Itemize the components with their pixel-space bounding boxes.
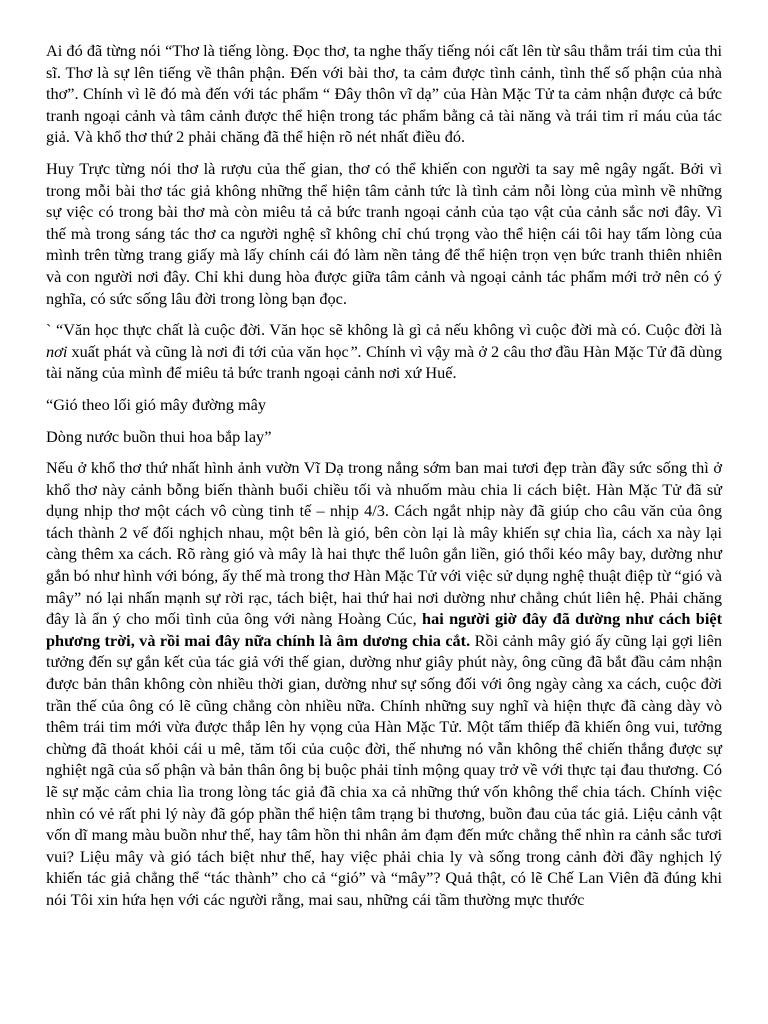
analysis-tail-text: Rồi cảnh mây gió ấy cũng lại gợi liên tưởng đến sự gắn kết của tác giả với thế gian, dường như giây phút này, ông cũng đã bắt đầu cảm nhận được bản thân không còn nhiều thời gian, dường như sự sống đối với ông ngày càng xa cách, cuộc đời trần thế của ông có lẽ cũng chẳng còn nhiều nữa. Chính những suy nghĩ và hiện thực đã càng dày vò thêm trái tim mới vừa được thắp lên hy vọng của Hàn Mặc Tử. Một tấm thiếp đã khiến ông vui, tưởng chừng đã thoát khỏi cái u mê, tăm tối của cuộc đời, thế nhưng nó vẫn không thể chiến thắng được sự nghiệt ngã của số phận và bản thân ông bị buộc phải tỉnh mộng quay trở về với thực tại đau thương. Có lẽ sự mặc cảm chia lìa trong lòng tác giả đã chia xa cả những thứ vốn không thể chia tách. Chính việc nhìn có vẻ rất phi lý này đã góp phần thể hiện tâm trạng bi thương, buồn đau của tác giả. Liệu cảnh vật vốn dĩ mang màu buồn như thế, hay tâm hồn thi nhân ảm đạm đến mức chẳng thể nhìn ra cảnh sắc tươi vui? Liệu mây và gió tách biệt như thế, hay việc phải chia ly và sống trong cảnh đời đầy nghịch lý khiến tác giả chẳng thể “tác thành” cho cả “gió” và “mây”? Quả thật, có lẽ Chế Lan Viên đã đúng khi nói Tôi xin hứa hẹn với các người rằng, mai sau, những cái tầm thường mực thước xyxy=(46,630,723,909)
bold-emphasis: hai người giờ đây đã dường như cách biệt phương trời, và rồi mai đây nữa chính là âm dương chia cắt. xyxy=(46,609,722,650)
paragraph-intro: Ai đó đã từng nói “Thơ là tiếng lòng. Đọc thơ, ta nghe thấy tiếng nói cất lên từ sâu thẳm trái tim của thi sĩ. Thơ là sự lên tiếng về thân phận. Đến với bài thơ, ta cảm được tình cảnh, tình thế số phận của nhà thơ”. Chính vì lẽ đó mà đến với tác phẩm “ Đây thôn vĩ dạ” của Hàn Mặc Tử ta cảm nhận được cả bức tranh ngoại cảnh và tâm cảnh được thể hiện trong tác phẩm bằng cả tài năng và trái tim rỉ máu của tác giả. Và khổ thơ thứ 2 phải chăng đã thể hiện rõ nét nhất điều đó. xyxy=(46,41,722,147)
paragraph-middle-text: xuất phát và cũng là nơi đi tới của văn học xyxy=(67,341,349,361)
paragraph-tail-text: Chính vì vậy mà ở 2 câu thơ đầu Hàn Mặc Tử đã dùng tài năng của mình để miêu tả bức tranh ngoại cảnh nơi xứ Huế. xyxy=(46,341,722,383)
analysis-lead-text: Nếu ở khổ thơ thứ nhất hình ảnh vườn Vĩ Dạ trong nắng sớm ban mai tươi đẹp tràn đầy sức sống thì ở khổ thơ này cảnh bỗng biến thành buổi chiều tối và nhuốm màu chia li cách biệt. Hàn Mặc Tử đã sử dụng nhịp thơ một cách vô cùng tinh tế – nhịp 4/3. Cách ngắt nhịp này đã giúp cho câu văn của ông tách thành 2 vế đối nghịch nhau, một bên là gió, bên còn lại là mây khiến sự chia lìa, cách xa này lại càng thêm xa cách. Rõ ràng gió và mây là hai thực thể luôn gắn liền, gió thổi kéo mây bay, dường như gắn bó như hình với bóng, ấy thế mà trong thơ Hàn Mặc Tử với việc sử dụng nghệ thuật điệp từ “gió và mây” nó lại nhấn mạnh sự rời rạc, tách biệt, hai thứ hai nơi dường như chẳng chút liên hệ. Phải chăng đây là ẩn ý cho mối tình của ông với nàng Hoàng Cúc, xyxy=(46,458,722,629)
italic-quote-end: ”. xyxy=(348,341,362,361)
verse-line-1: “Gió theo lối gió mây đường mây xyxy=(46,394,267,414)
verse-line-2: Dòng nước buồn thui hoa bắp lay” xyxy=(46,426,272,446)
paragraph-van-hoc-quote xyxy=(46,319,722,384)
paragraph-huy-truc: Huy Trực từng nói thơ là rượu của thế gian, thơ có thể khiến con người ta say mê ngây ngất. Bởi vì trong mỗi bài thơ tác giả không những thể hiện tâm cảnh tức là tình cảm nỗi lòng của mình về những sự việc có trong bài thơ mà còn miêu tả cả bức tranh ngoại cảnh của tạo vật của cảnh sắc nơi đây. Vì thế mà trong sáng tác thơ ca người nghệ sĩ không chỉ chú trọng vào thể hiện cái tôi hay tấm lòng của mình trên từng trang giấy mà lấy chính cái đó làm nền tảng để thể hiện trọn vẹn bức tranh thiên nhiên và con người nơi đây. Chỉ khi dung hòa được giữa tâm cảnh và ngoại cảnh tác phẩm mới trở nên có ý nghĩa, có sức sống lâu đời trong lòng bạn đọc. xyxy=(46,158,722,308)
paragraph-lead-text: ` “Văn học thực chất là cuộc đời. Văn học sẽ không là gì cả nếu không vì cuộc đời mà có. Cuộc đời là xyxy=(46,320,722,340)
paragraph-analysis xyxy=(46,457,722,910)
italic-word: nơi xyxy=(46,341,68,361)
